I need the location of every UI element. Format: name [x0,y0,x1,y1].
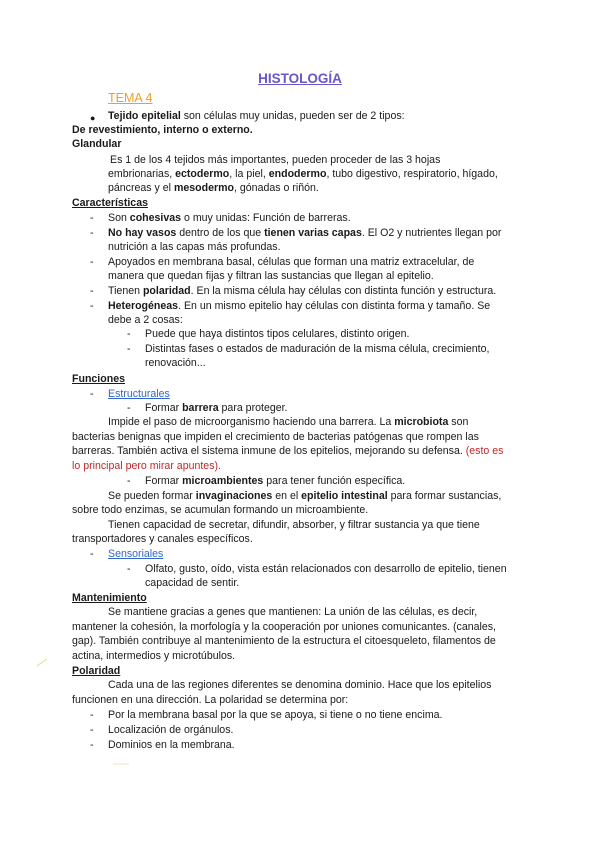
bold-term: mesodermo [173,182,235,194]
bold-term: invaginaciones [195,490,273,502]
text-run: o muy unidas: Función de barreras. [181,212,351,224]
sub-list-item: Olfato, gusto, oído, vista están relacionados con desarrollo de epitelio, tienen [145,563,507,575]
paragraph-line: funcionen en una dirección. La polaridad se determina por: [72,694,349,706]
text-run: páncreas y el [108,182,174,194]
paragraph-line: bacterias benignas que impiden el crecimiento de bacterias patógenas que rompen las [72,431,479,443]
dash-icon: - [90,548,94,560]
text-run: en el [272,490,302,502]
text-run: barreras. También activa el sistema inmune de los epitelios, mejorando su defensa. [72,445,466,457]
text-run: Formar [145,402,183,414]
bold-term: tienen varias capas [264,227,362,239]
paragraph-line [72,444,503,459]
dash-icon: - [90,300,94,312]
bold-term: No hay vasos [108,227,177,239]
list-item: Localización de orgánulos. [108,724,234,736]
sub-list-item: Distintas fases o estados de maduración de la misma célula, crecimiento, [145,343,490,355]
heading-polaridad: Polaridad [72,665,121,677]
text-run: Son [108,212,130,224]
bold-term: cohesivas [129,212,182,224]
red-note: lo principal pero mirar apuntes). [72,460,221,472]
dash-icon: - [127,343,131,355]
bold-term: microbiota [394,416,449,428]
text-run: . El O2 y nutrientes llegan por [361,227,502,239]
heading-mantenimiento: Mantenimiento [72,592,147,604]
bold-term: barrera [182,402,219,414]
red-note: (esto es [465,445,504,457]
dash-icon: - [127,475,131,487]
paragraph-line [108,415,468,430]
pen-mark-icon [36,657,48,667]
paragraph-line: mantener la cohesión, la morfología y la cooperación por uniones comunicantes. (canales, [72,621,496,633]
dash-icon: - [90,388,94,400]
dash-icon: - [127,328,131,340]
dash-icon: - [90,256,94,268]
dash-icon: - [90,227,94,239]
text-run: , gónadas o riñón. [234,182,319,194]
text-run: Se pueden formar [108,490,196,502]
text-run: son [448,416,469,428]
sub-list-item [145,474,405,489]
list-item: Apoyados en membrana basal, células que forman una matriz extracelular, de [108,256,475,268]
list-item: Por la membrana basal por la que se apoya, si tiene o no tiene encima. [108,709,443,721]
link-estructurales[interactable]: Estructurales [108,388,170,400]
dash-icon: - [90,212,94,224]
paragraph-line [108,489,501,504]
bold-term: polaridad [142,285,191,297]
text-run: . En la misma célula hay células con distinta función y estructura. [190,285,497,297]
paragraph-line: gap). También contribuye al mantenimiento de la estructura el citoesqueleto, filamentos de [72,635,496,647]
text-run: , tubo digestivo, respiratorio, hígado, [326,168,498,180]
paragraph-line: Se mantiene gracias a genes que mantienen: La unión de las células, es decir, [108,606,478,618]
paragraph-line: Cada una de las regiones diferentes se denomina dominio. Hace que los epitelios [108,679,492,691]
list-item: Dominios en la membrana. [108,739,235,751]
bullet-icon: ● [90,113,96,123]
list-item-cont: nutrición a las capas más profundas. [108,241,281,253]
sub-list-item-cont: renovación... [145,357,206,369]
list-item-cont: manera que quedan fijas y filtran las sustancias que llegan al epitelio. [108,270,434,282]
paragraph-line [108,181,319,196]
text-run: Formar [145,475,183,487]
bold-term: ectodermo [175,168,230,180]
text-run: para proteger. [218,402,288,414]
bold-term: microambientes [182,475,264,487]
sub-list-item-cont: capacidad de sentir. [145,577,240,589]
text-run: Tienen [108,285,143,297]
section-tema: TEMA 4 [108,91,153,105]
list-item [108,299,490,314]
text-run: . En un mismo epitelio hay células con distinta forma y tamaño. Se [178,300,491,312]
pen-mark-icon [112,762,130,766]
list-item [108,226,501,241]
dash-icon: - [127,563,131,575]
sub-list-item: Puede que haya distintos tipos celulares, distinto origen. [145,328,410,340]
bold-term: Heterogéneas [108,300,179,312]
paragraph-line: Tienen capacidad de secretar, difundir, absorber, y filtrar sustancia ya que tiene [108,519,480,531]
dash-icon: - [90,724,94,736]
list-item-cont: debe a 2 cosas: [108,314,183,326]
page-title: HISTOLOGÍA [258,71,342,86]
heading-glandular: Glandular [72,138,122,150]
list-item [108,211,351,226]
text-run: Impide el paso de microorganismo haciendo una barrera. La [108,416,395,428]
bold-term: Tejido epitelial [108,110,181,122]
heading-caracteristicas: Características [72,197,148,209]
intro-line [108,109,405,124]
dash-icon: - [90,739,94,751]
text-run: para tener función específica. [263,475,406,487]
text-run: dentro de los que [176,227,265,239]
link-sensoriales[interactable]: Sensoriales [108,548,164,560]
sub-list-item [145,401,288,416]
dash-icon: - [90,709,94,721]
bold-term: epitelio intestinal [301,490,388,502]
text-run: para formar sustancias, [387,490,502,502]
paragraph-line: sobre todo enzimas, se acumulan formando un microambiente. [72,504,369,516]
bold-term: endodermo [268,168,327,180]
dash-icon: - [90,285,94,297]
paragraph-line: Es 1 de los 4 tejidos más importantes, pueden proceder de las 3 hojas [110,154,441,166]
heading-funciones: Funciones [72,373,125,385]
paragraph-line: actina, intermedios y microtúbulos. [72,650,236,662]
paragraph-line: transportadores y canales específicos. [72,533,253,545]
paragraph-line [108,167,498,182]
dash-icon: - [127,402,131,414]
text-run: son células muy unidas, pueden ser de 2 tipos: [180,110,405,122]
text-run: embrionarias, [108,168,176,180]
list-item [108,284,496,299]
text-run: , la piel, [229,168,269,180]
intro-types: De revestimiento, interno o externo. [72,124,253,136]
